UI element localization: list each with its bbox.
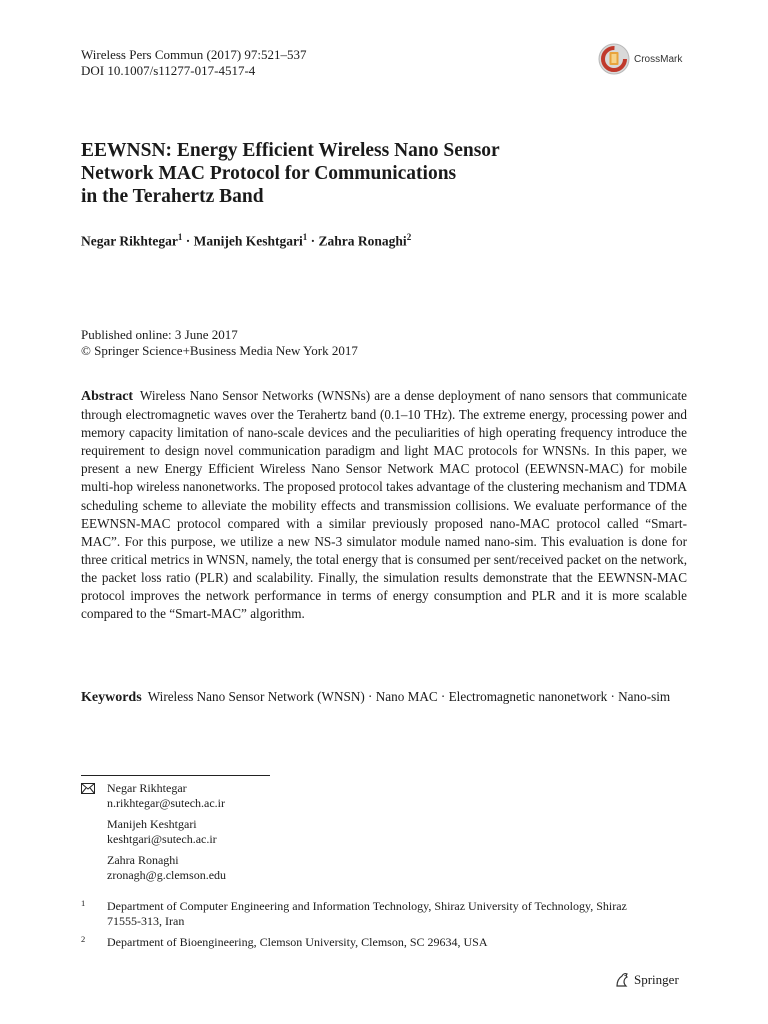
journal-citation: Wireless Pers Commun (2017) 97:521–537 [81, 47, 307, 62]
contact-email[interactable]: zronagh@g.clemson.edu [107, 868, 227, 882]
contact-email[interactable]: n.rikhtegar@sutech.ac.ir [107, 796, 226, 810]
contact-list [81, 781, 226, 889]
title-line: EEWNSN: Energy Efficient Wireless Nano Sensor [81, 140, 500, 161]
author-separator: · [307, 233, 319, 249]
affiliation-number: 1 [81, 898, 86, 908]
author-affil: 2 [406, 232, 412, 242]
contact-name: Manijeh Keshtgari [107, 817, 197, 831]
publisher-name: Springer [634, 972, 679, 987]
author-list [81, 232, 411, 250]
author-name: Manijeh Keshtgari [193, 233, 303, 249]
doi[interactable]: DOI 10.1007/s11277-017-4517-4 [81, 63, 256, 78]
abstract-text: Wireless Nano Sensor Networks (WNSNs) are a dense deployment of nano sensors that communicate through electromagnetic waves over the Terahertz band (0.1–10 THz). The extreme energy, processing power and memory capacity limitation of nano-scale devices and the peculiarities of high operating frequency introduce the requirement to design novel communication paradigm and light MAC protocols for WNSNs. In this paper, we present a new Energy Efficient Wireless Nano Sensor Network MAC protocol (EEWNSN-MAC) for mobile multi-hop wireless nanonetworks. The proposed protocol takes advantage of the clustering mechanism and TDMA scheduling scheme to alleviate the mobility effects and transmission collisions. We evaluate performance of the EEWNSN-MAC protocol compared with a similar previously proposed nano-MAC protocol called “Smart-MAC”. For this purpose, we utilize a new NS-3 simulator module named nano-sim. This evaluation is done for three critical metrics in WNSN, namely, the total energy that is consumed per sent/received packet on the network, the packet loss ratio (PLR) and scalability. Finally, the simulation results demonstrate that the EEWNSN-MAC protocol improves the network performance in terms of energy consumption and PLR and it is more scalable compared to the “Smart-MAC” algorithm. [81, 388, 688, 622]
title-line: Network MAC Protocol for Communications [81, 163, 457, 184]
author-affil: 1 [302, 232, 308, 242]
crossmark-badge[interactable] [597, 42, 682, 76]
contact-item [81, 781, 226, 811]
author-affil: 1 [177, 232, 183, 242]
publisher-logo [614, 972, 679, 988]
journal-header [81, 47, 307, 79]
contact-email[interactable]: keshtgari@sutech.ac.ir [107, 832, 217, 846]
springer-horse-icon [614, 972, 630, 988]
keywords [81, 688, 687, 708]
abstract-label: Abstract [81, 389, 134, 404]
contact-item [81, 853, 226, 883]
crossmark-label: CrossMark [634, 53, 683, 65]
contact-name: Zahra Ronaghi [107, 853, 179, 867]
copyright: © Springer Science+Business Media New York 2017 [81, 343, 358, 358]
affiliation-text: Department of Bioengineering, Clemson University, Clemson, SC 29634, USA [107, 935, 488, 949]
title-line: in the Terahertz Band [81, 186, 264, 207]
footnote-divider [81, 775, 270, 776]
keywords-text: Wireless Nano Sensor Network (WNSN) · Nano MAC · Electromagnetic nanonetwork · Nano-sim [147, 689, 671, 704]
paper-title [81, 139, 641, 208]
affiliation [81, 935, 641, 950]
crossmark-icon [597, 42, 631, 76]
published-date: Published online: 3 June 2017 [81, 327, 238, 342]
author-name: Zahra Ronaghi [318, 233, 407, 249]
keywords-label: Keywords [81, 690, 142, 705]
affiliation [81, 899, 641, 929]
author-name: Negar Rikhtegar [81, 233, 178, 249]
affiliation-text: Department of Computer Engineering and Information Technology, Shiraz University of Technology, Shiraz 71555-313, Iran [107, 899, 627, 928]
author-separator: · [182, 233, 194, 249]
contact-name: Negar Rikhtegar [107, 781, 187, 795]
mail-icon [81, 783, 95, 794]
abstract [81, 387, 687, 623]
contact-item [81, 817, 226, 847]
publication-info [81, 327, 358, 359]
affiliation-number: 2 [81, 934, 86, 944]
